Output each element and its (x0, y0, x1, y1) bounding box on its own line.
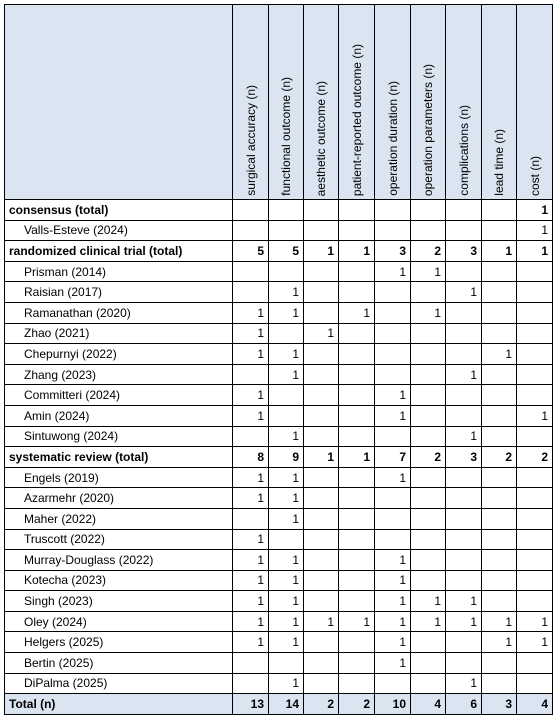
count-cell (446, 550, 482, 571)
count-cell (446, 653, 482, 674)
count-cell (411, 364, 446, 385)
count-cell (411, 632, 446, 653)
count-cell (411, 405, 446, 426)
count-cell (304, 200, 339, 221)
count-cell: 1 (375, 467, 411, 488)
count-cell: 4 (411, 694, 446, 715)
count-cell (269, 405, 304, 426)
count-cell (482, 529, 517, 550)
count-cell (339, 364, 375, 385)
count-cell (517, 302, 553, 323)
row-label: Valls-Esteve (2024) (5, 220, 233, 241)
row-label: Ramanathan (2020) (5, 302, 233, 323)
count-cell (233, 508, 269, 529)
study-row (5, 488, 553, 509)
study-row (5, 364, 553, 385)
count-cell (339, 344, 375, 365)
count-cell: 1 (269, 302, 304, 323)
count-cell (339, 591, 375, 612)
count-cell (339, 653, 375, 674)
count-cell (233, 200, 269, 221)
count-cell (482, 467, 517, 488)
count-cell (482, 570, 517, 591)
study-row (5, 529, 553, 550)
count-cell: 1 (411, 261, 446, 282)
count-cell (411, 550, 446, 571)
count-cell: 1 (411, 591, 446, 612)
count-cell: 3 (446, 241, 482, 262)
count-cell: 5 (269, 241, 304, 262)
study-row (5, 653, 553, 674)
row-label: Singh (2023) (5, 591, 233, 612)
count-cell: 1 (304, 611, 339, 632)
count-cell (339, 200, 375, 221)
row-label: Helgers (2025) (5, 632, 233, 653)
column-header-label: operation duration (n) (385, 81, 400, 196)
count-cell (233, 364, 269, 385)
count-cell (411, 323, 446, 344)
study-row (5, 508, 553, 529)
row-label: Zhao (2021) (5, 323, 233, 344)
study-row (5, 385, 553, 406)
count-cell: 1 (375, 653, 411, 674)
column-header (233, 5, 269, 200)
count-cell (233, 220, 269, 241)
count-cell (411, 529, 446, 550)
count-cell: 2 (411, 447, 446, 468)
count-cell: 1 (339, 447, 375, 468)
count-cell (482, 364, 517, 385)
count-cell (482, 220, 517, 241)
count-cell: 1 (269, 364, 304, 385)
count-cell (482, 385, 517, 406)
study-row (5, 550, 553, 571)
count-cell (339, 405, 375, 426)
count-cell (339, 488, 375, 509)
row-label: Sintuwong (2024) (5, 426, 233, 447)
study-row (5, 405, 553, 426)
study-row (5, 467, 553, 488)
study-row (5, 570, 553, 591)
count-cell: 4 (517, 694, 553, 715)
column-header (482, 5, 517, 200)
count-cell (339, 632, 375, 653)
count-cell (517, 282, 553, 303)
count-cell (446, 302, 482, 323)
count-cell (482, 426, 517, 447)
count-cell (411, 570, 446, 591)
count-cell (411, 508, 446, 529)
count-cell (339, 508, 375, 529)
row-label: Bertin (2025) (5, 653, 233, 674)
count-cell: 2 (482, 447, 517, 468)
table-body (5, 200, 553, 715)
study-row (5, 591, 553, 612)
count-cell: 7 (375, 447, 411, 468)
count-cell (304, 673, 339, 694)
count-cell (339, 426, 375, 447)
column-header-label: patient-reported outcome (n) (349, 43, 364, 196)
count-cell (446, 344, 482, 365)
count-cell (517, 653, 553, 674)
count-cell (482, 302, 517, 323)
row-label: systematic review (total) (5, 447, 233, 468)
count-cell: 1 (233, 550, 269, 571)
column-header (517, 5, 553, 200)
count-cell (339, 529, 375, 550)
count-cell (304, 467, 339, 488)
count-cell (233, 282, 269, 303)
column-header-label: complications (n) (456, 105, 471, 196)
count-cell (304, 591, 339, 612)
count-cell (482, 282, 517, 303)
count-cell: 10 (375, 694, 411, 715)
count-cell (446, 385, 482, 406)
count-cell (446, 261, 482, 282)
count-cell (304, 302, 339, 323)
count-cell: 3 (482, 694, 517, 715)
count-cell (411, 467, 446, 488)
count-cell (411, 385, 446, 406)
study-row (5, 344, 553, 365)
count-cell (482, 508, 517, 529)
column-header-label: cost (n) (527, 155, 542, 196)
row-label: randomized clinical trial (total) (5, 241, 233, 262)
count-cell: 1 (269, 282, 304, 303)
count-cell: 1 (339, 302, 375, 323)
count-cell: 1 (517, 241, 553, 262)
study-row (5, 282, 553, 303)
count-cell (517, 673, 553, 694)
row-label: Engels (2019) (5, 467, 233, 488)
count-cell: 1 (482, 632, 517, 653)
column-header-label: aesthetic outcome (n) (314, 80, 328, 196)
count-cell: 1 (375, 591, 411, 612)
group-row (5, 200, 553, 221)
count-cell (304, 405, 339, 426)
count-cell (304, 282, 339, 303)
count-cell (517, 323, 553, 344)
count-cell (375, 200, 411, 221)
study-row (5, 220, 553, 241)
count-cell: 8 (233, 447, 269, 468)
count-cell: 1 (517, 611, 553, 632)
count-cell (517, 426, 553, 447)
row-label: Zhang (2023) (5, 364, 233, 385)
count-cell: 1 (233, 467, 269, 488)
count-cell: 1 (233, 405, 269, 426)
count-cell (482, 591, 517, 612)
count-cell: 14 (269, 694, 304, 715)
group-row (5, 241, 553, 262)
study-row (5, 302, 553, 323)
count-cell: 1 (269, 673, 304, 694)
column-header (446, 5, 482, 200)
count-cell: 1 (375, 261, 411, 282)
count-cell: 9 (269, 447, 304, 468)
count-cell: 1 (375, 570, 411, 591)
row-label: consensus (total) (5, 200, 233, 221)
count-cell: 1 (269, 591, 304, 612)
count-cell (517, 508, 553, 529)
count-cell (482, 200, 517, 221)
count-cell: 1 (269, 426, 304, 447)
count-cell (517, 385, 553, 406)
count-cell (446, 632, 482, 653)
column-header-label: lead time (n) (492, 129, 506, 196)
count-cell (411, 200, 446, 221)
count-cell (517, 591, 553, 612)
column-header (411, 5, 446, 200)
count-cell (304, 632, 339, 653)
row-label: Truscott (2022) (5, 529, 233, 550)
row-label: Azarmehr (2020) (5, 488, 233, 509)
count-cell (269, 261, 304, 282)
count-cell: 1 (304, 447, 339, 468)
study-row (5, 611, 553, 632)
count-cell: 1 (482, 241, 517, 262)
count-cell (304, 488, 339, 509)
count-cell (517, 467, 553, 488)
count-cell: 1 (269, 508, 304, 529)
group-row (5, 447, 553, 468)
row-label: Chepurnyi (2022) (5, 344, 233, 365)
count-cell (375, 323, 411, 344)
count-cell (411, 282, 446, 303)
count-cell (304, 426, 339, 447)
count-cell: 1 (233, 611, 269, 632)
count-cell: 1 (482, 344, 517, 365)
count-cell: 1 (269, 467, 304, 488)
count-cell (339, 261, 375, 282)
count-cell (304, 550, 339, 571)
count-cell: 1 (233, 344, 269, 365)
count-cell (304, 570, 339, 591)
count-cell (517, 570, 553, 591)
count-cell (375, 529, 411, 550)
count-cell (375, 302, 411, 323)
header-corner-cell (5, 5, 233, 200)
count-cell: 1 (233, 529, 269, 550)
count-cell (482, 488, 517, 509)
count-cell: 1 (517, 405, 553, 426)
count-cell (339, 385, 375, 406)
count-cell: 1 (517, 200, 553, 221)
row-label: Murray-Douglass (2022) (5, 550, 233, 571)
count-cell: 1 (269, 488, 304, 509)
count-cell (446, 405, 482, 426)
count-cell: 1 (233, 632, 269, 653)
count-cell (339, 467, 375, 488)
count-cell (482, 405, 517, 426)
count-cell (517, 261, 553, 282)
count-cell: 1 (269, 550, 304, 571)
count-cell: 2 (411, 241, 446, 262)
row-label: Raisian (2017) (5, 282, 233, 303)
count-cell (411, 673, 446, 694)
count-cell (517, 488, 553, 509)
count-cell: 2 (517, 447, 553, 468)
count-cell: 1 (233, 385, 269, 406)
count-cell (411, 220, 446, 241)
count-cell (375, 282, 411, 303)
column-header-label: operation parameters (n) (421, 63, 435, 196)
count-cell (446, 488, 482, 509)
count-cell (269, 385, 304, 406)
count-cell (411, 344, 446, 365)
count-cell (269, 220, 304, 241)
count-cell: 1 (304, 241, 339, 262)
row-label: Kotecha (2023) (5, 570, 233, 591)
column-header (304, 5, 339, 200)
count-cell (446, 570, 482, 591)
count-cell (446, 200, 482, 221)
count-cell (375, 344, 411, 365)
study-row (5, 261, 553, 282)
count-cell (446, 508, 482, 529)
study-row (5, 426, 553, 447)
column-header-label: functional outcome (n) (279, 77, 293, 196)
study-row (5, 323, 553, 344)
count-cell (375, 488, 411, 509)
count-cell: 1 (446, 611, 482, 632)
count-cell: 13 (233, 694, 269, 715)
count-cell: 1 (517, 220, 553, 241)
row-label: DiPalma (2025) (5, 673, 233, 694)
count-cell (339, 550, 375, 571)
count-cell (304, 529, 339, 550)
count-cell: 2 (304, 694, 339, 715)
count-cell: 1 (269, 344, 304, 365)
count-cell: 1 (304, 323, 339, 344)
count-cell: 1 (446, 673, 482, 694)
count-cell: 1 (517, 632, 553, 653)
count-cell: 5 (233, 241, 269, 262)
count-cell (269, 529, 304, 550)
count-cell (375, 673, 411, 694)
count-cell (517, 550, 553, 571)
count-cell (233, 653, 269, 674)
count-cell (446, 467, 482, 488)
count-cell (482, 550, 517, 571)
count-cell (482, 673, 517, 694)
count-cell (304, 261, 339, 282)
count-cell: 1 (269, 611, 304, 632)
count-cell: 1 (446, 591, 482, 612)
count-cell (339, 570, 375, 591)
count-cell (269, 323, 304, 344)
count-cell (304, 385, 339, 406)
count-cell (411, 653, 446, 674)
count-cell (446, 529, 482, 550)
count-cell (339, 673, 375, 694)
count-cell (375, 508, 411, 529)
header-row (5, 5, 553, 200)
evidence-table (4, 4, 553, 715)
column-header (375, 5, 411, 200)
count-cell: 1 (339, 241, 375, 262)
count-cell: 1 (269, 570, 304, 591)
count-cell (517, 364, 553, 385)
count-cell: 1 (411, 611, 446, 632)
count-cell (375, 220, 411, 241)
count-cell (304, 364, 339, 385)
count-cell (339, 220, 375, 241)
count-cell (269, 200, 304, 221)
count-cell (375, 426, 411, 447)
count-cell: 1 (446, 364, 482, 385)
count-cell: 1 (233, 488, 269, 509)
study-row (5, 673, 553, 694)
column-header (269, 5, 304, 200)
count-cell (269, 653, 304, 674)
count-cell: 1 (411, 302, 446, 323)
row-label: Total (n) (5, 694, 233, 715)
count-cell (339, 323, 375, 344)
count-cell: 3 (375, 241, 411, 262)
count-cell: 6 (446, 694, 482, 715)
count-cell: 3 (446, 447, 482, 468)
count-cell (411, 426, 446, 447)
row-label: Prisman (2014) (5, 261, 233, 282)
count-cell: 2 (339, 694, 375, 715)
study-row (5, 632, 553, 653)
count-cell: 1 (233, 570, 269, 591)
count-cell (482, 261, 517, 282)
column-header (339, 5, 375, 200)
count-cell: 1 (375, 611, 411, 632)
count-cell (304, 508, 339, 529)
row-label: Oley (2024) (5, 611, 233, 632)
count-cell (233, 426, 269, 447)
row-label: Amin (2024) (5, 405, 233, 426)
count-cell (482, 653, 517, 674)
count-cell (375, 364, 411, 385)
count-cell: 1 (269, 632, 304, 653)
count-cell (233, 673, 269, 694)
count-cell: 1 (339, 611, 375, 632)
count-cell: 1 (375, 550, 411, 571)
count-cell: 1 (482, 611, 517, 632)
count-cell (446, 323, 482, 344)
row-label: Committeri (2024) (5, 385, 233, 406)
total-row (5, 694, 553, 715)
count-cell (339, 282, 375, 303)
count-cell (446, 220, 482, 241)
count-cell: 1 (233, 323, 269, 344)
count-cell: 1 (446, 282, 482, 303)
count-cell (517, 529, 553, 550)
count-cell (233, 261, 269, 282)
count-cell (304, 653, 339, 674)
count-cell: 1 (233, 302, 269, 323)
count-cell (517, 344, 553, 365)
count-cell: 1 (375, 385, 411, 406)
count-cell: 1 (375, 632, 411, 653)
count-cell: 1 (375, 405, 411, 426)
count-cell (411, 488, 446, 509)
row-label: Maher (2022) (5, 508, 233, 529)
count-cell (304, 344, 339, 365)
count-cell: 1 (446, 426, 482, 447)
column-header-label: surgical accuracy (n) (243, 85, 258, 196)
count-cell (482, 323, 517, 344)
count-cell (304, 220, 339, 241)
count-cell: 1 (233, 591, 269, 612)
